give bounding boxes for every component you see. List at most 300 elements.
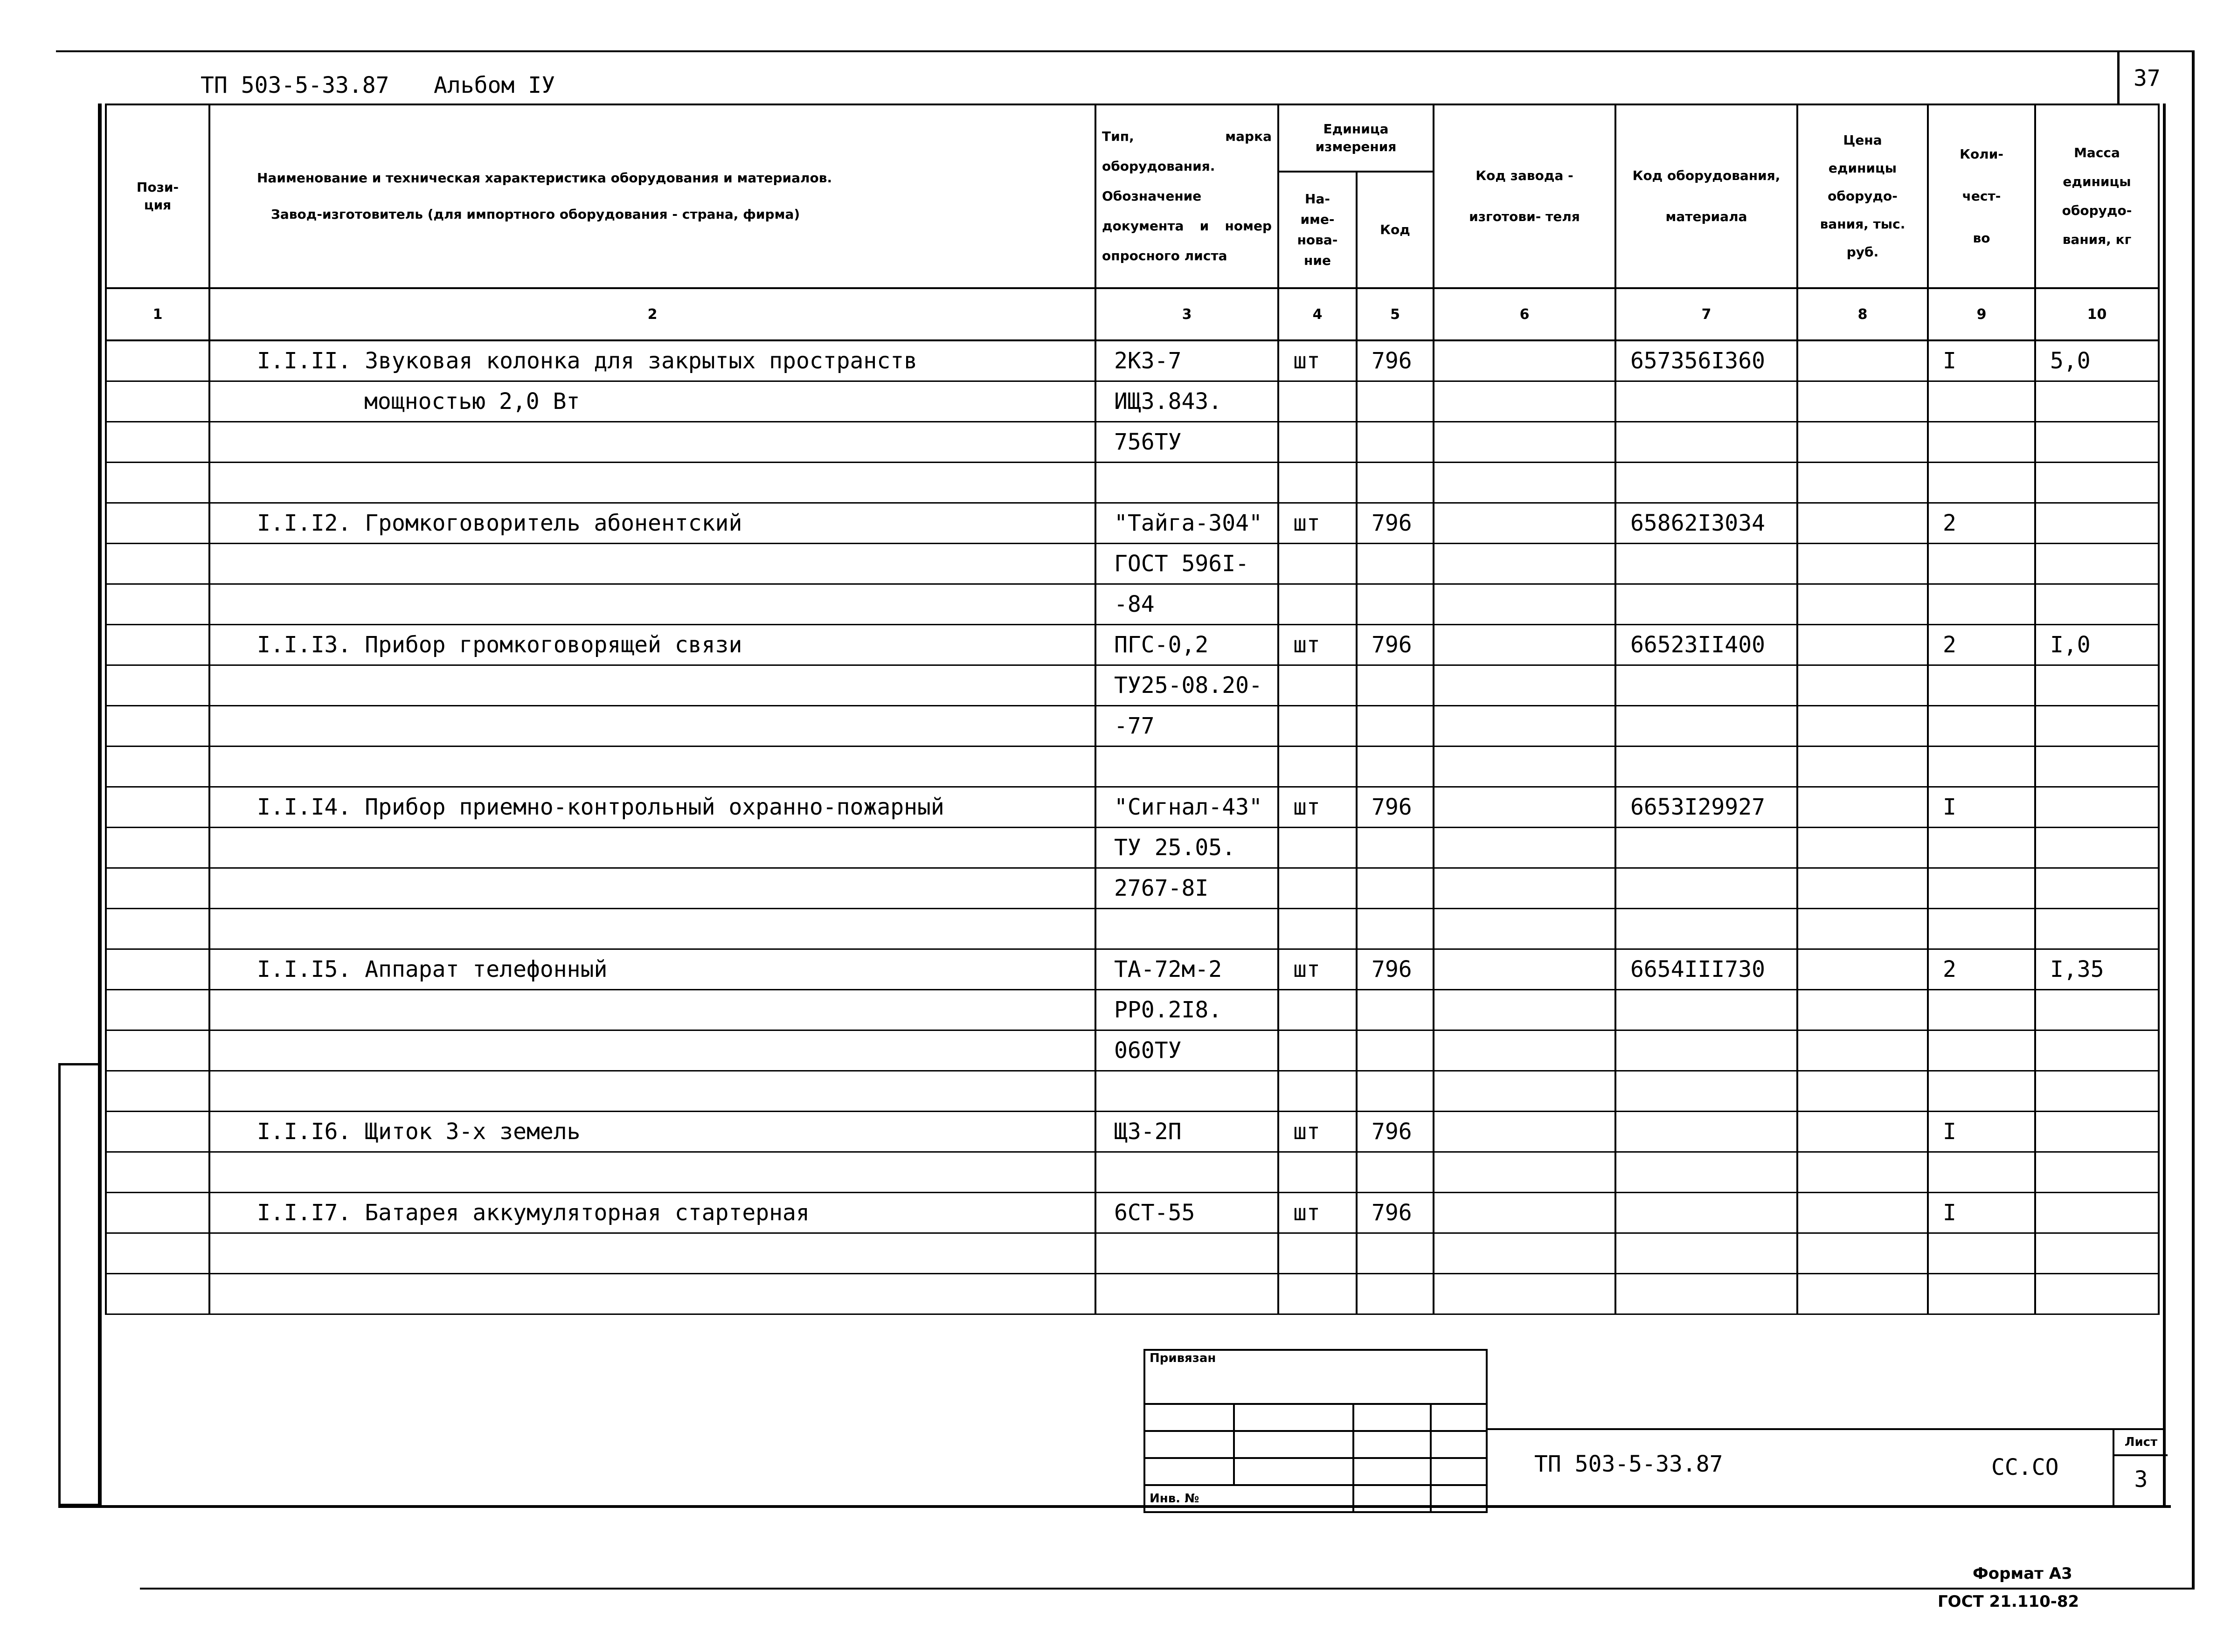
table-row — [106, 949, 2159, 990]
table-row — [106, 584, 2159, 625]
cell-code — [1615, 868, 1797, 909]
cell-name — [209, 340, 1095, 381]
cell-price — [1797, 1274, 1928, 1314]
header-equipment-code: Код оборудования, материала — [1615, 104, 1797, 288]
cell-factory — [1434, 706, 1615, 747]
cell-price — [1797, 1112, 1928, 1152]
cell-code — [1615, 990, 1797, 1030]
cell-name — [209, 665, 1095, 706]
table-row — [106, 503, 2159, 544]
cell-pos — [106, 503, 209, 544]
cell-mass — [2035, 949, 2159, 990]
cell-name — [209, 1112, 1095, 1152]
cell-unit — [1278, 544, 1357, 584]
cell-type — [1095, 463, 1278, 503]
cell-pos — [106, 1233, 209, 1274]
row-name: мощностью 2,0 Вт — [364, 388, 580, 415]
cell-factory — [1434, 909, 1615, 949]
cell-pos — [106, 422, 209, 463]
cell-unit — [1278, 949, 1357, 990]
cell-factory — [1434, 381, 1615, 422]
cell-unit-code — [1357, 381, 1434, 422]
cell-unit — [1278, 909, 1357, 949]
cell-type — [1095, 868, 1278, 909]
row-type: 2767-8I — [1114, 875, 1209, 901]
cell-name — [209, 949, 1095, 990]
cell-type — [1095, 1071, 1278, 1112]
cell-unit — [1278, 665, 1357, 706]
cell-qty — [1928, 787, 2035, 828]
binding-label-cell — [1144, 1350, 1487, 1404]
cell-mass — [2035, 990, 2159, 1030]
header-unit-name: На- име- нова- ние — [1278, 172, 1357, 288]
cell-name — [209, 1030, 1095, 1071]
cell-mass — [2035, 544, 2159, 584]
cell-code — [1615, 340, 1797, 381]
cell-pos — [106, 747, 209, 787]
row-unit: шт — [1293, 632, 1320, 658]
cell-name — [209, 706, 1095, 747]
cell-code — [1615, 828, 1797, 868]
cell-name — [209, 463, 1095, 503]
col-number: 1 — [106, 288, 209, 340]
col-number: 2 — [209, 288, 1095, 340]
cell-price — [1797, 909, 1928, 949]
row-code: 66523II400 — [1630, 632, 1765, 658]
cell-name — [209, 503, 1095, 544]
cell-name — [209, 1152, 1095, 1193]
cell-code — [1615, 747, 1797, 787]
cell-price — [1797, 1193, 1928, 1233]
table-row — [106, 868, 2159, 909]
cell-unit — [1278, 503, 1357, 544]
cell-price — [1797, 463, 1928, 503]
cell-qty — [1928, 544, 2035, 584]
cell-code — [1615, 1274, 1797, 1314]
table-row — [106, 1233, 2159, 1274]
row-unit-code: 796 — [1372, 510, 1412, 536]
cell-unit — [1278, 1071, 1357, 1112]
row-unit-code: 796 — [1372, 1119, 1412, 1145]
table-row — [106, 747, 2159, 787]
cell-unit-code — [1357, 1030, 1434, 1071]
table-row — [106, 828, 2159, 868]
col-number: 6 — [1434, 288, 1615, 340]
row-name: I.I.I7. Батарея аккумуляторная стартерная — [257, 1200, 810, 1226]
cell-code — [1615, 381, 1797, 422]
row-unit-code: 796 — [1372, 794, 1412, 820]
cell-unit-code — [1357, 747, 1434, 787]
cell-type — [1095, 381, 1278, 422]
cell-qty — [1928, 381, 2035, 422]
cell-unit-code — [1357, 828, 1434, 868]
cell-mass — [2035, 584, 2159, 625]
cell-mass — [2035, 1152, 2159, 1193]
col-number: 3 — [1095, 288, 1278, 340]
row-type: ПГС-0,2 — [1114, 632, 1209, 658]
row-type: -77 — [1114, 713, 1155, 739]
row-type: -84 — [1114, 591, 1155, 617]
cell-type — [1095, 665, 1278, 706]
row-qty: 2 — [1943, 632, 1956, 658]
col-number: 5 — [1357, 288, 1434, 340]
table-row — [106, 1152, 2159, 1193]
header-name-line2: Завод-изготовитель (для импортного оборудования - страна, фирма) — [271, 207, 800, 222]
cell-unit — [1278, 828, 1357, 868]
specification-table — [105, 104, 2160, 1315]
cell-factory — [1434, 747, 1615, 787]
cell-unit-code — [1357, 584, 1434, 625]
cell-factory — [1434, 1274, 1615, 1314]
album-label: Альбом IУ — [434, 72, 555, 98]
row-name: I.I.I5. Аппарат телефонный — [257, 956, 608, 982]
cell-pos — [106, 665, 209, 706]
header-name — [209, 104, 1095, 288]
cell-code — [1615, 787, 1797, 828]
cell-type — [1095, 1112, 1278, 1152]
row-type: 6СТ-55 — [1114, 1200, 1195, 1226]
cell-name — [209, 787, 1095, 828]
cell-factory — [1434, 868, 1615, 909]
cell-name — [209, 422, 1095, 463]
cell-type — [1095, 828, 1278, 868]
cell-type — [1095, 1152, 1278, 1193]
cell-type — [1095, 990, 1278, 1030]
cell-unit — [1278, 625, 1357, 665]
cell-code — [1615, 422, 1797, 463]
row-name: I.I.I3. Прибор громкоговорящей связи — [257, 632, 742, 658]
cell-unit-code — [1357, 463, 1434, 503]
table-row — [106, 1030, 2159, 1071]
cell-qty — [1928, 1071, 2035, 1112]
cell-price — [1797, 706, 1928, 747]
row-qty: 2 — [1943, 510, 1956, 536]
right-frame — [2192, 50, 2195, 1589]
row-unit: шт — [1293, 956, 1320, 982]
cell-code — [1615, 665, 1797, 706]
cell-qty — [1928, 990, 2035, 1030]
row-type: 060ТУ — [1114, 1037, 1182, 1064]
row-unit-code: 796 — [1372, 348, 1412, 374]
cell-qty — [1928, 422, 2035, 463]
cell-type — [1095, 584, 1278, 625]
cell-unit — [1278, 584, 1357, 625]
cell-unit — [1278, 1112, 1357, 1152]
cell-mass — [2035, 1274, 2159, 1314]
cell-price — [1797, 665, 1928, 706]
cell-mass — [2035, 706, 2159, 747]
col-number: 8 — [1797, 288, 1928, 340]
cell-factory — [1434, 828, 1615, 868]
column-number-row — [106, 288, 2159, 340]
cell-mass — [2035, 422, 2159, 463]
cell-unit — [1278, 706, 1357, 747]
cell-factory — [1434, 1071, 1615, 1112]
cell-unit — [1278, 868, 1357, 909]
cell-unit-code — [1357, 665, 1434, 706]
row-name: I.I.I4. Прибор приемно-контрольный охранно-пожарный — [257, 794, 944, 820]
table-row — [106, 1071, 2159, 1112]
cell-qty — [1928, 584, 2035, 625]
binding-stamp — [1143, 1349, 1488, 1513]
cell-name — [209, 1071, 1095, 1112]
cell-name — [209, 544, 1095, 584]
cell-unit — [1278, 787, 1357, 828]
right-inner-frame — [2163, 104, 2166, 1507]
title-section: СС.СО — [1991, 1454, 2059, 1480]
gost-label: ГОСТ 21.110-82 — [1938, 1592, 2079, 1611]
cell-unit — [1278, 381, 1357, 422]
cell-code — [1615, 909, 1797, 949]
row-name: I.I.I6. Щиток 3-х земель — [257, 1119, 581, 1145]
cell-factory — [1434, 787, 1615, 828]
row-unit: шт — [1293, 1119, 1320, 1145]
cell-unit-code — [1357, 1152, 1434, 1193]
title-block — [1486, 1428, 2166, 1507]
cell-pos — [106, 340, 209, 381]
cell-price — [1797, 544, 1928, 584]
cell-qty — [1928, 1274, 2035, 1314]
table-row — [106, 544, 2159, 584]
row-unit: шт — [1293, 348, 1320, 374]
cell-mass — [2035, 1193, 2159, 1233]
row-type: ТУ25-08.20- — [1114, 672, 1262, 698]
cell-qty — [1928, 828, 2035, 868]
cell-qty — [1928, 747, 2035, 787]
cell-mass — [2035, 463, 2159, 503]
cell-price — [1797, 1071, 1928, 1112]
table-row — [106, 990, 2159, 1030]
cell-price — [1797, 828, 1928, 868]
row-type: 756ТУ — [1114, 429, 1182, 455]
cell-price — [1797, 340, 1928, 381]
row-mass: I,0 — [2050, 632, 2091, 658]
cell-qty — [1928, 868, 2035, 909]
row-qty: I — [1943, 1119, 1956, 1145]
row-type: ЩЗ-2П — [1114, 1119, 1182, 1145]
row-name: I.I.I2. Громкоговоритель абонентский — [257, 510, 742, 536]
cell-unit-code — [1357, 1071, 1434, 1112]
header-mass: Масса единицы оборудо- вания, кг — [2035, 104, 2159, 288]
header-factory-code: Код завода - изготови- теля — [1434, 104, 1615, 288]
cell-pos — [106, 463, 209, 503]
cell-code — [1615, 1193, 1797, 1233]
cell-mass — [2035, 1071, 2159, 1112]
cell-unit-code — [1357, 544, 1434, 584]
cell-price — [1797, 584, 1928, 625]
row-code: 657356I360 — [1630, 348, 1765, 374]
cell-type — [1095, 503, 1278, 544]
cell-code — [1615, 584, 1797, 625]
row-unit: шт — [1293, 510, 1320, 536]
cell-name — [209, 1233, 1095, 1274]
cell-qty — [1928, 625, 2035, 665]
format-label: Формат А3 — [1973, 1564, 2072, 1583]
cell-qty — [1928, 909, 2035, 949]
row-code: 6653I29927 — [1630, 794, 1765, 820]
cell-pos — [106, 544, 209, 584]
cell-type — [1095, 909, 1278, 949]
cell-mass — [2035, 340, 2159, 381]
cell-pos — [106, 949, 209, 990]
cell-price — [1797, 787, 1928, 828]
cell-factory — [1434, 463, 1615, 503]
row-unit: шт — [1293, 794, 1320, 820]
cell-name — [209, 909, 1095, 949]
cell-mass — [2035, 828, 2159, 868]
cell-pos — [106, 381, 209, 422]
cell-qty — [1928, 1030, 2035, 1071]
row-qty: 2 — [1943, 956, 1956, 982]
cell-pos — [106, 828, 209, 868]
cell-pos — [106, 706, 209, 747]
cell-unit-code — [1357, 787, 1434, 828]
cell-factory — [1434, 1152, 1615, 1193]
cell-pos — [106, 990, 209, 1030]
cell-factory — [1434, 544, 1615, 584]
table-row — [106, 1112, 2159, 1152]
cell-mass — [2035, 503, 2159, 544]
cell-code — [1615, 1112, 1797, 1152]
sheet-label: Лист — [2114, 1430, 2168, 1456]
cell-type — [1095, 1274, 1278, 1314]
cell-unit — [1278, 747, 1357, 787]
cell-price — [1797, 1030, 1928, 1071]
cell-code — [1615, 503, 1797, 544]
cell-code — [1615, 1152, 1797, 1193]
row-type: РР0.2I8. — [1114, 997, 1222, 1023]
cell-price — [1797, 625, 1928, 665]
cell-unit-code — [1357, 503, 1434, 544]
cell-factory — [1434, 422, 1615, 463]
header-price: Цена единицы оборудо- вания, тыс. руб. — [1797, 104, 1928, 288]
cell-name — [209, 584, 1095, 625]
table-row — [106, 625, 2159, 665]
cell-type — [1095, 706, 1278, 747]
cell-pos — [106, 1193, 209, 1233]
row-qty: I — [1943, 1200, 1956, 1226]
row-type: ТУ 25.05. — [1114, 835, 1236, 861]
cell-price — [1797, 1233, 1928, 1274]
cell-mass — [2035, 1030, 2159, 1071]
cell-unit-code — [1357, 868, 1434, 909]
doc-code-top: ТП 503-5-33.87 — [201, 72, 389, 98]
cell-unit — [1278, 422, 1357, 463]
cell-pos — [106, 787, 209, 828]
cell-mass — [2035, 625, 2159, 665]
table-row — [106, 909, 2159, 949]
cell-unit — [1278, 1030, 1357, 1071]
cell-type — [1095, 787, 1278, 828]
table-row — [106, 381, 2159, 422]
cell-factory — [1434, 340, 1615, 381]
cell-unit-code — [1357, 909, 1434, 949]
specification-body — [106, 340, 2159, 1314]
cell-code — [1615, 949, 1797, 990]
row-code: 6654III730 — [1630, 956, 1765, 982]
cell-price — [1797, 949, 1928, 990]
title-doc-code: ТП 503-5-33.87 — [1534, 1451, 1723, 1477]
header-quantity: Коли- чест- во — [1928, 104, 2035, 288]
cell-pos — [106, 1112, 209, 1152]
cell-factory — [1434, 665, 1615, 706]
row-unit-code: 796 — [1372, 632, 1412, 658]
cell-unit — [1278, 990, 1357, 1030]
cell-pos — [106, 1152, 209, 1193]
cell-qty — [1928, 340, 2035, 381]
cell-qty — [1928, 706, 2035, 747]
col-number: 7 — [1615, 288, 1797, 340]
cell-unit-code — [1357, 422, 1434, 463]
row-unit: шт — [1293, 1200, 1320, 1226]
cell-factory — [1434, 1233, 1615, 1274]
cell-name — [209, 1274, 1095, 1314]
cell-price — [1797, 747, 1928, 787]
cell-mass — [2035, 868, 2159, 909]
cell-code — [1615, 706, 1797, 747]
cell-price — [1797, 422, 1928, 463]
cell-mass — [2035, 747, 2159, 787]
cell-qty — [1928, 503, 2035, 544]
header-type: Тип, марка оборудования. Обозначение документа и номер опросного листа — [1095, 104, 1278, 288]
cell-factory — [1434, 1193, 1615, 1233]
cell-type — [1095, 625, 1278, 665]
row-mass: 5,0 — [2050, 348, 2091, 374]
cell-code — [1615, 463, 1797, 503]
cell-type — [1095, 340, 1278, 381]
cell-unit-code — [1357, 1193, 1434, 1233]
cell-mass — [2035, 787, 2159, 828]
sheet-number: 3 — [2134, 1466, 2148, 1493]
cell-factory — [1434, 584, 1615, 625]
cell-price — [1797, 868, 1928, 909]
cell-qty — [1928, 1233, 2035, 1274]
header-row — [106, 104, 2159, 172]
row-qty: I — [1943, 348, 1956, 374]
cell-code — [1615, 1233, 1797, 1274]
col-number: 4 — [1278, 288, 1357, 340]
cell-unit-code — [1357, 625, 1434, 665]
cell-unit — [1278, 1233, 1357, 1274]
header-name-line1: Наименование и техническая характеристика оборудования и материалов. — [257, 170, 832, 186]
cell-type — [1095, 422, 1278, 463]
row-unit-code: 796 — [1372, 956, 1412, 982]
cell-factory — [1434, 1030, 1615, 1071]
cell-type — [1095, 544, 1278, 584]
cell-unit-code — [1357, 990, 1434, 1030]
cell-name — [209, 625, 1095, 665]
cell-name — [209, 868, 1095, 909]
inventory-label: Инв. № — [1150, 1492, 1199, 1506]
cell-factory — [1434, 625, 1615, 665]
cell-pos — [106, 868, 209, 909]
cell-unit — [1278, 463, 1357, 503]
cell-type — [1095, 747, 1278, 787]
top-rule — [56, 50, 2192, 52]
cell-unit — [1278, 340, 1357, 381]
row-type: ИЩ3.843. — [1114, 388, 1222, 415]
table-row — [106, 422, 2159, 463]
table-row — [106, 1274, 2159, 1314]
cell-type — [1095, 1030, 1278, 1071]
row-type: 2К3-7 — [1114, 348, 1182, 374]
cell-pos — [106, 584, 209, 625]
cell-code — [1615, 1071, 1797, 1112]
header-unit-group: Единица измерения — [1278, 104, 1434, 172]
cell-price — [1797, 990, 1928, 1030]
cell-name — [209, 990, 1095, 1030]
cell-pos — [106, 1274, 209, 1314]
